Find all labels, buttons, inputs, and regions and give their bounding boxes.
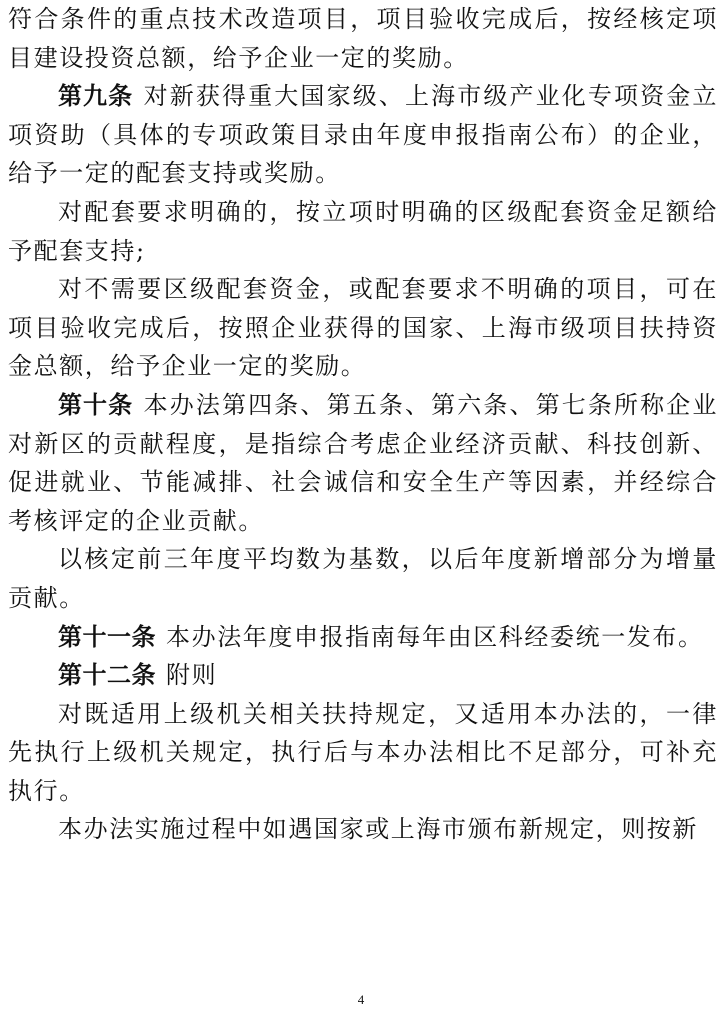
document-body: [8, 0, 718, 849]
paragraph-text: 符合条件的重点技术改造项目，项目验收完成后，按经核定项目建设投资总额，给予企业一定的奖励。: [8, 5, 718, 72]
paragraph-4: [8, 270, 718, 386]
paragraph-text: 对新获得重大国家级、上海市级产业化专项资金立项资助（具体的专项政策目录由年度申报指南公布）的企业，给予一定的配套支持或奖励。: [8, 82, 719, 188]
paragraph-3: [8, 193, 718, 270]
paragraph-10: [8, 810, 718, 849]
page-number: 4: [357, 992, 365, 1007]
article-heading: 第十条: [58, 390, 134, 419]
paragraph-text: 对不需要区级配套资金，或配套要求不明确的项目，可在项目验收完成后，按照企业获得的国家、上海市级项目扶持资金总额，给予企业一定的奖励。: [8, 275, 718, 381]
paragraph-text: 对既适用上级机关相关扶持规定，又适用本办法的，一律先执行上级机关规定，执行后与本办法相比不足部分，可补充执行。: [8, 699, 718, 805]
article-heading: 第九条: [58, 82, 134, 111]
paragraph-9: [8, 695, 718, 811]
article-heading: 第十二条: [58, 661, 156, 690]
paragraph-text: 以核定前三年度平均数为基数，以后年度新增部分为增量贡献。: [8, 545, 718, 612]
article-heading: 第十一条: [58, 622, 156, 651]
paragraph-text: 本办法第四条、第五条、第六条、第七条所称企业对新区的贡献程度，是指综合考虑企业经济贡献、科技创新、促进就业、节能减排、社会诚信和安全生产等因素，并经综合考核评定的企业贡献。: [8, 390, 719, 535]
paragraph-article-11: [8, 618, 718, 657]
paragraph-text: 附则: [166, 661, 218, 690]
paragraph-article-12: [8, 656, 718, 695]
paragraph-text: 本办法年度申报指南每年由区科经委统一发布。: [166, 622, 704, 651]
paragraph-6: [8, 540, 718, 617]
paragraph-1: [8, 0, 718, 77]
paragraph-article-9: [8, 77, 718, 193]
paragraph-text: 对配套要求明确的，按立项时明确的区级配套资金足额给予配套支持;: [8, 197, 718, 265]
paragraph-text: 本办法实施过程中如遇国家或上海市颁布新规定，则按新: [58, 815, 698, 844]
paragraph-article-10: [8, 386, 718, 540]
